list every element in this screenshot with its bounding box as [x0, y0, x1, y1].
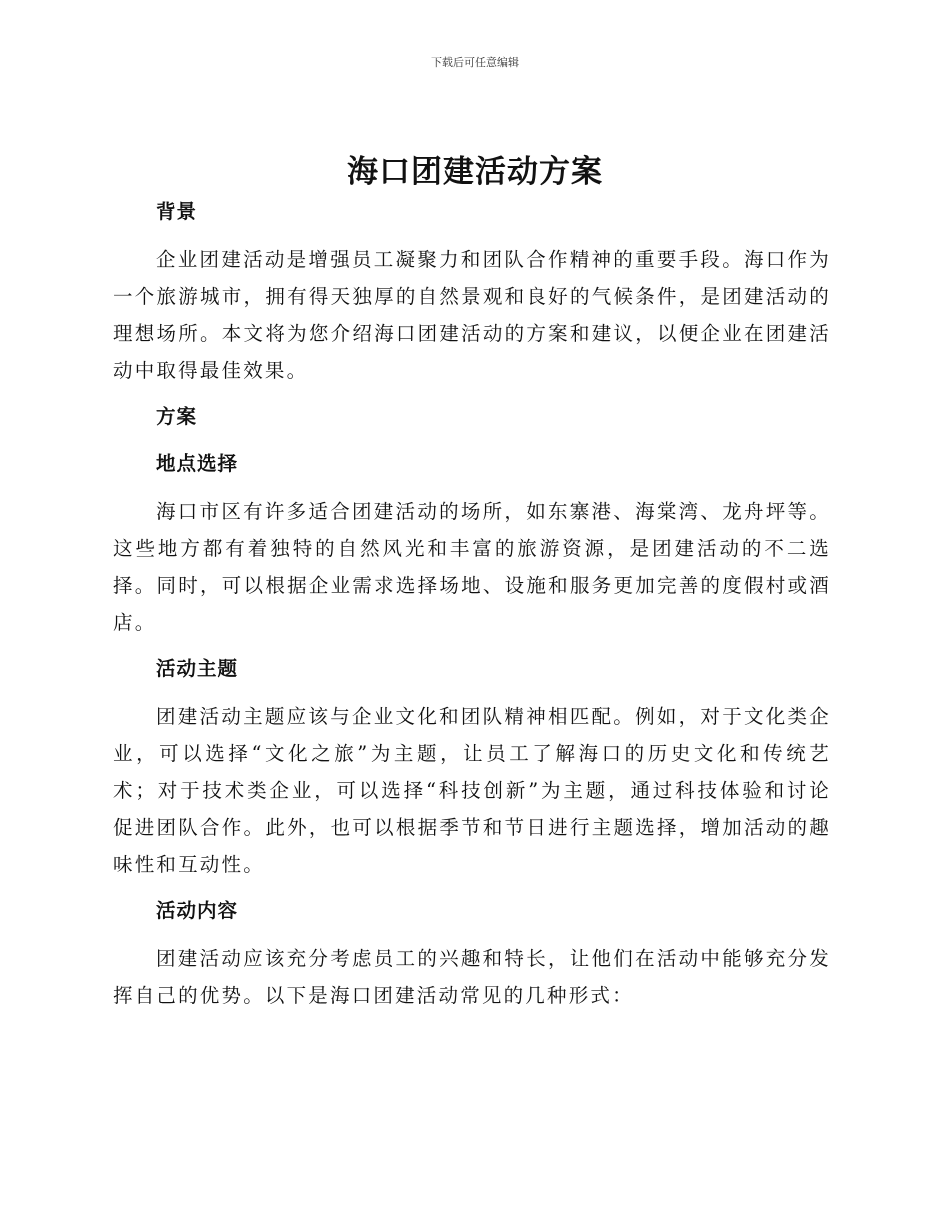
section-heading-theme: 活动主题 — [156, 657, 239, 680]
document-body — [113, 194, 831, 1024]
section-paragraph-content: 团建活动应该充分考虑员工的兴趣和特长，让他们在活动中能够充分发挥自己的优势。以下是海口团建活动常见的几种形式： — [113, 947, 831, 1007]
section-heading-location: 地点选择 — [156, 452, 239, 475]
section-heading-content: 活动内容 — [156, 899, 239, 922]
section-paragraph-background: 企业团建活动是增强员工凝聚力和团队合作精神的重要手段。海口作为一个旅游城市，拥有得天独厚的自然景观和良好的气候条件，是团建活动的理想场所。本文将为您介绍海口团建活动的方案和建议，以便企业在团建活动中取得最佳效果。 — [113, 248, 831, 382]
section-heading-plan: 方案 — [156, 405, 198, 428]
document-title: 海口团建活动方案 — [347, 154, 603, 190]
section-paragraph-theme: 团建活动主题应该与企业文化和团队精神相匹配。例如，对于文化类企业，可以选择“文化之旅”为主题，让员工了解海口的历史文化和传统艺术；对于技术类企业，可以选择“科技创新”为主题，通过科技体验和讨论促进团队合作。此外，也可以根据季节和节日进行主题选择，增加活动的趣味性和互动性。 — [113, 705, 831, 876]
header-note: 下载后可任意编辑 — [431, 56, 519, 69]
section-heading-background: 背景 — [156, 200, 198, 223]
section-paragraph-location: 海口市区有许多适合团建活动的场所，如东寨港、海棠湾、龙舟坪等。这些地方都有着独特的自然风光和丰富的旅游资源，是团建活动的不二选择。同时，可以根据企业需求选择场地、设施和服务更加完善的度假村或酒店。 — [113, 500, 831, 634]
